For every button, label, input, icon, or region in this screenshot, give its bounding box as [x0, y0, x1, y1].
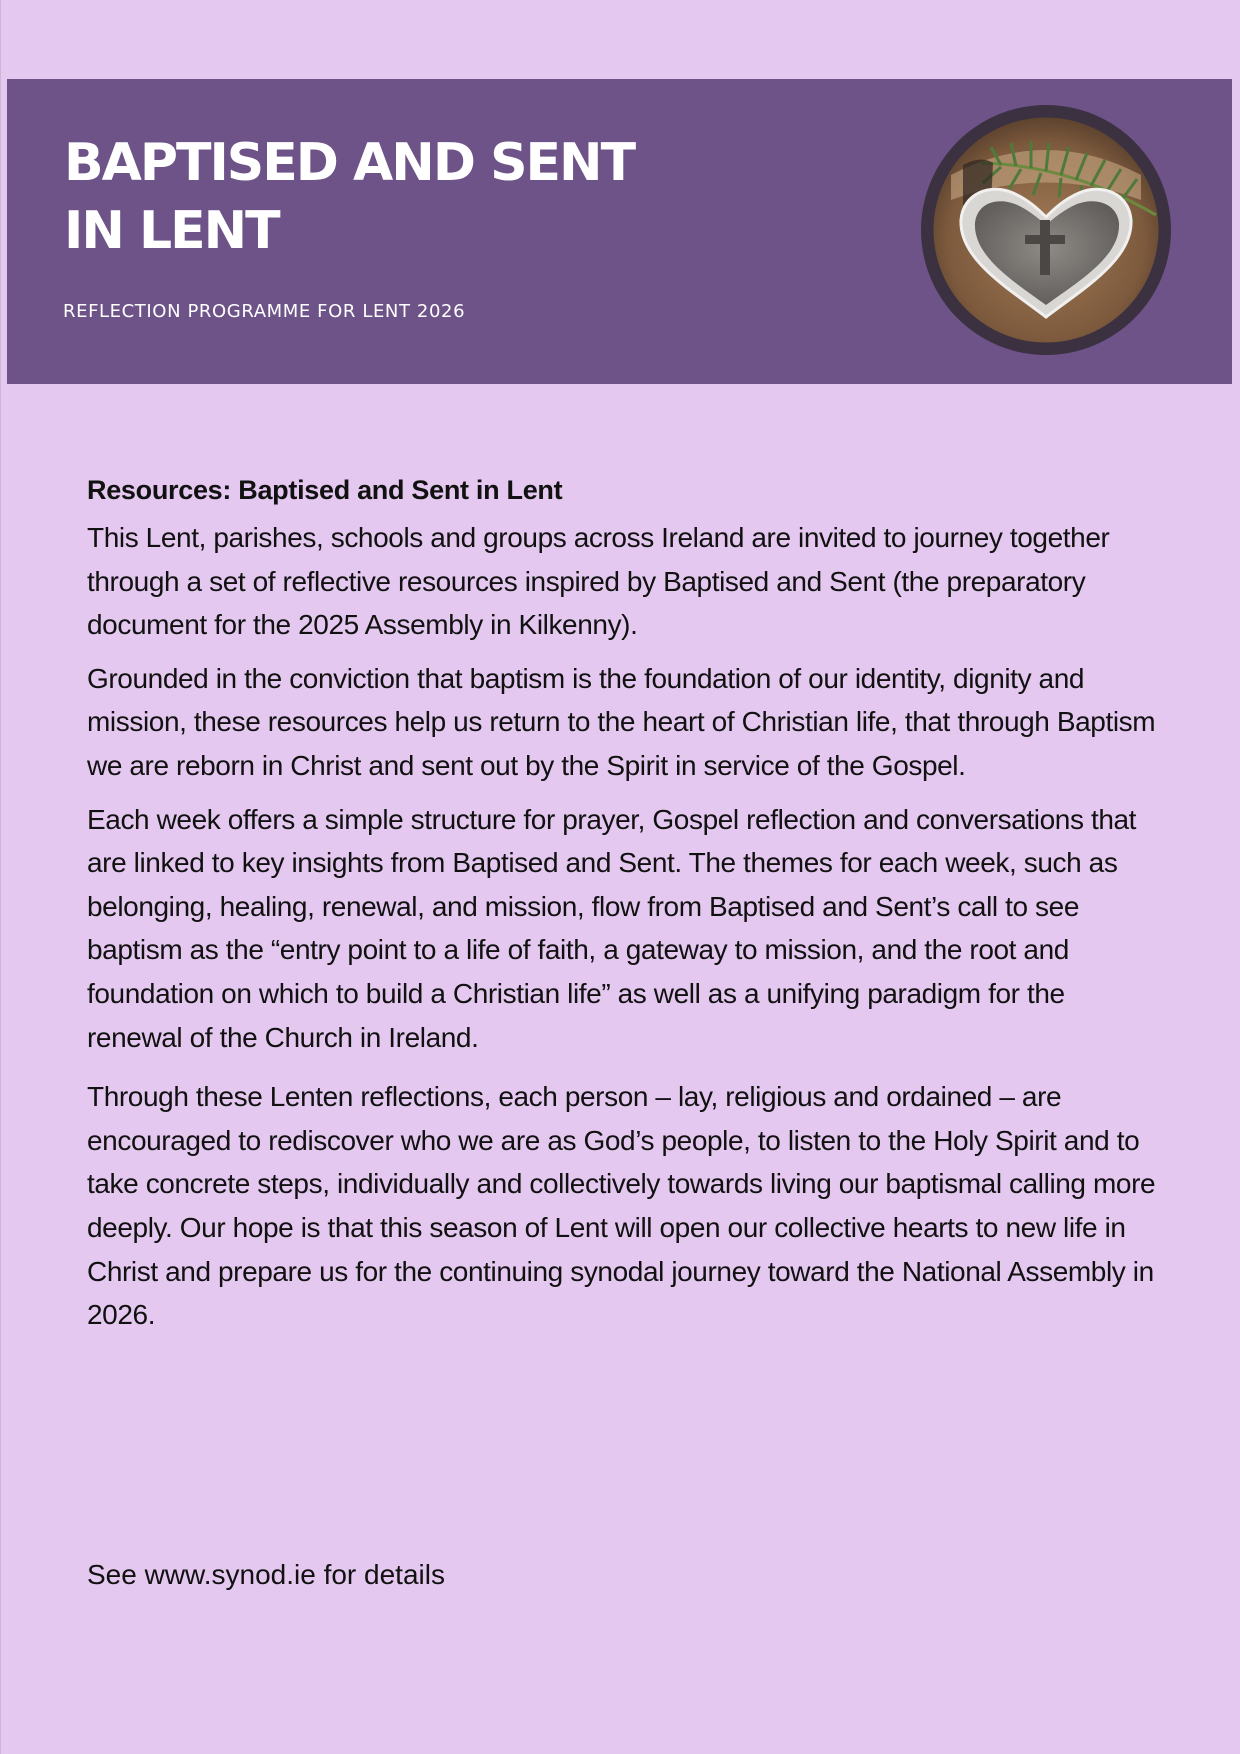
paragraph-lenten-reflections: Through these Lenten reflections, each person – lay, religious and ordained – are encouraged to rediscover who we are as God’s people, to listen to the Holy Spirit and to take concrete steps, individually and collectively towards living our baptismal calling more deeply. Our hope is that this season of Lent will open our collective hearts to new life in Christ and prepare us for the continuing synodal journey toward the National Assembly in 2026. — [87, 1081, 1156, 1331]
ash-heart-image — [921, 105, 1171, 355]
banner-title-line-2: IN LENT — [64, 201, 279, 261]
paragraph-grounded: Grounded in the conviction that baptism is the foundation of our identity, dignity and mission, these resources help us return to the heart of Christian life, that through Baptism we are reborn in Christ and sent out by the Spirit in service of the Gospel. — [87, 662, 1156, 781]
main-content — [87, 468, 1167, 1347]
footer-note-website: See www.synod.ie for details — [87, 1559, 445, 1590]
banner-subtitle: REFLECTION PROGRAMME FOR LENT 2026 — [63, 301, 466, 322]
banner-title-line-1: BAPTISED AND SENT — [64, 133, 635, 193]
banner-title — [64, 129, 764, 265]
header-banner — [7, 79, 1232, 384]
section-heading: Resources: Baptised and Sent in Lent — [87, 475, 563, 505]
page-edge — [0, 0, 1, 1754]
ash-heart-illustration — [921, 105, 1171, 355]
paragraph-weekly-structure: Each week offers a simple structure for prayer, Gospel reflection and conversations that are linked to key insights from Baptised and Sent. The themes for each week, such as belonging, healing, renewal, and mission, flow from Baptised and Sent’s call to see baptism as the “entry point to a life of faith, a gateway to mission, and the root and foundation on which to build a Christian life” as well as a unifying paradigm for the renewal of the Church in Ireland. — [87, 803, 1137, 1053]
paragraph-intro: This Lent, parishes, schools and groups across Ireland are invited to journey together through a set of reflective resources inspired by Baptised and Sent (the preparatory document for the 2025 Assembly in Kilkenny). — [87, 522, 1110, 641]
